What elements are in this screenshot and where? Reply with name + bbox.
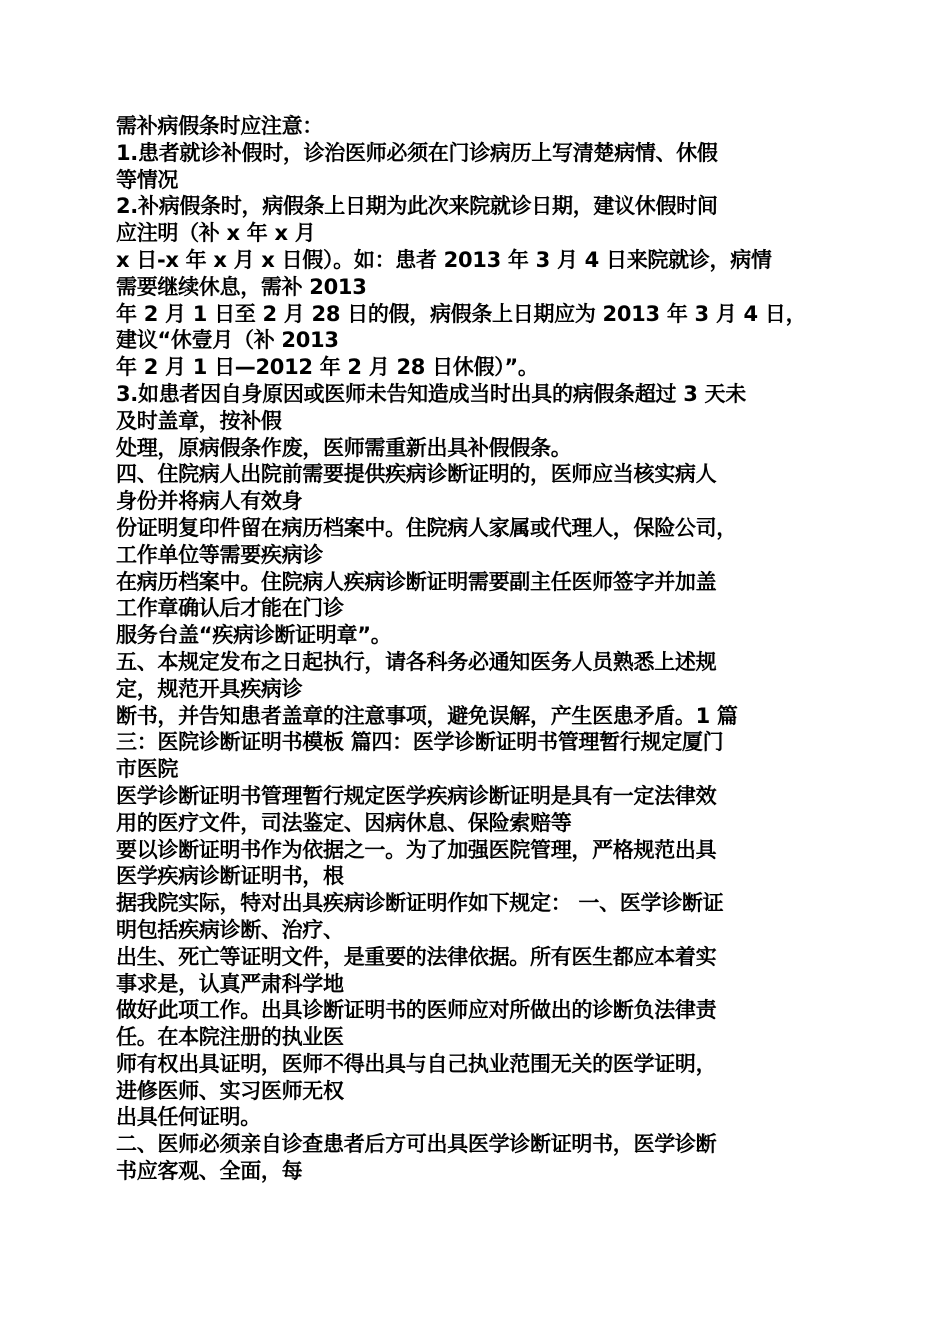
text-line: 二、医师必须亲自诊查患者后方可出具医学诊断证明书，医学诊断 [116,1132,717,1157]
text-line: 在病历档案中。住院病人疾病诊断证明需要副主任医师签字并加盖 [116,569,717,594]
text-line: 1.患者就诊补假时，诊治医师必须在门诊病历上写清楚病情、休假 [116,140,718,165]
text-line: 工作单位等需要疾病诊 [116,542,323,567]
text-line: 需要继续休息，需补 2013 [116,274,367,299]
document-body [116,113,844,1185]
text-line: 及时盖章，按补假 [116,408,282,433]
text-line: 出生、死亡等证明文件，是重要的法律依据。所有医生都应本着实 [116,944,717,969]
text-line: 任。在本院注册的执业医 [116,1025,344,1050]
text-line: 四、住院病人出院前需要提供疾病诊断证明的，医师应当核实病人 [116,462,717,487]
text-line: 市医院 [116,757,179,782]
text-line: 五、本规定发布之日起执行，请各科务必通知医务人员熟悉上述规 [116,649,717,674]
text-line: 3.如患者因自身原因或医师未告知造成当时出具的病假条超过 3 天未 [116,381,746,406]
text-line: 做好此项工作。出具诊断证明书的医师应对所做出的诊断负法律责 [116,998,717,1023]
text-line: 应注明（补 x 年 x 月 [116,221,316,246]
text-line: 身份并将病人有效身 [116,489,303,514]
text-line: x 日-x 年 x 月 x 日假）。如：患者 2013 年 3 月 4 日来院就诊，病情 [116,247,772,272]
text-line: 断书，并告知患者盖章的注意事项，避免误解，产生医患矛盾。1 篇 [116,703,738,728]
text-line: 三：医院诊断证明书模板 篇四：医学诊断证明书管理暂行规定厦门 [116,730,724,755]
text-line: 年 2 月 1 日—2012 年 2 月 28 日休假）”。 [116,355,539,380]
text-line: 等情况 [116,167,179,192]
text-line: 用的医疗文件，司法鉴定、因病休息、保险索赔等 [116,810,572,835]
text-line: 据我院实际，特对出具疾病诊断证明作如下规定： 一、医学诊断证 [116,891,724,916]
text-line: 建议“休壹月（补 2013 [116,328,339,353]
text-line: 书应客观、全面，每 [116,1159,303,1184]
text-line: 出具任何证明。 [116,1105,261,1130]
text-line: 份证明复印件留在病历档案中。住院病人家属或代理人，保险公司， [116,515,737,540]
text-line: 师有权出具证明，医师不得出具与自己执业范围无关的医学证明， [116,1051,717,1076]
text-line: 事求是，认真严肃科学地 [116,971,344,996]
text-line: 定，规范开具疾病诊 [116,676,303,701]
text-line: 处理，原病假条作废，医师需重新出具补假假条。 [116,435,572,460]
text-line: 工作章确认后才能在门诊 [116,596,344,621]
text-line: 医学诊断证明书管理暂行规定医学疾病诊断证明是具有一定法律效 [116,783,717,808]
text-line: 医学疾病诊断证明书，根 [116,864,344,889]
text-line: 2.补病假条时，病假条上日期为此次来院就诊日期，建议休假时间 [116,194,718,219]
text-line: 服务台盖“疾病诊断证明章”。 [116,623,392,648]
text-line: 要以诊断证明书作为依据之一。为了加强医院管理，严格规范出具 [116,837,717,862]
text-line: 需补病假条时应注意： [116,114,323,138]
text-line: 年 2 月 1 日至 2 月 28 日的假，病假条上日期应为 2013 年 3 月 4 日， [116,301,807,326]
text-line: 进修医师、实习医师无权 [116,1078,344,1103]
text-line: 明包括疾病诊断、治疗、 [116,917,344,942]
